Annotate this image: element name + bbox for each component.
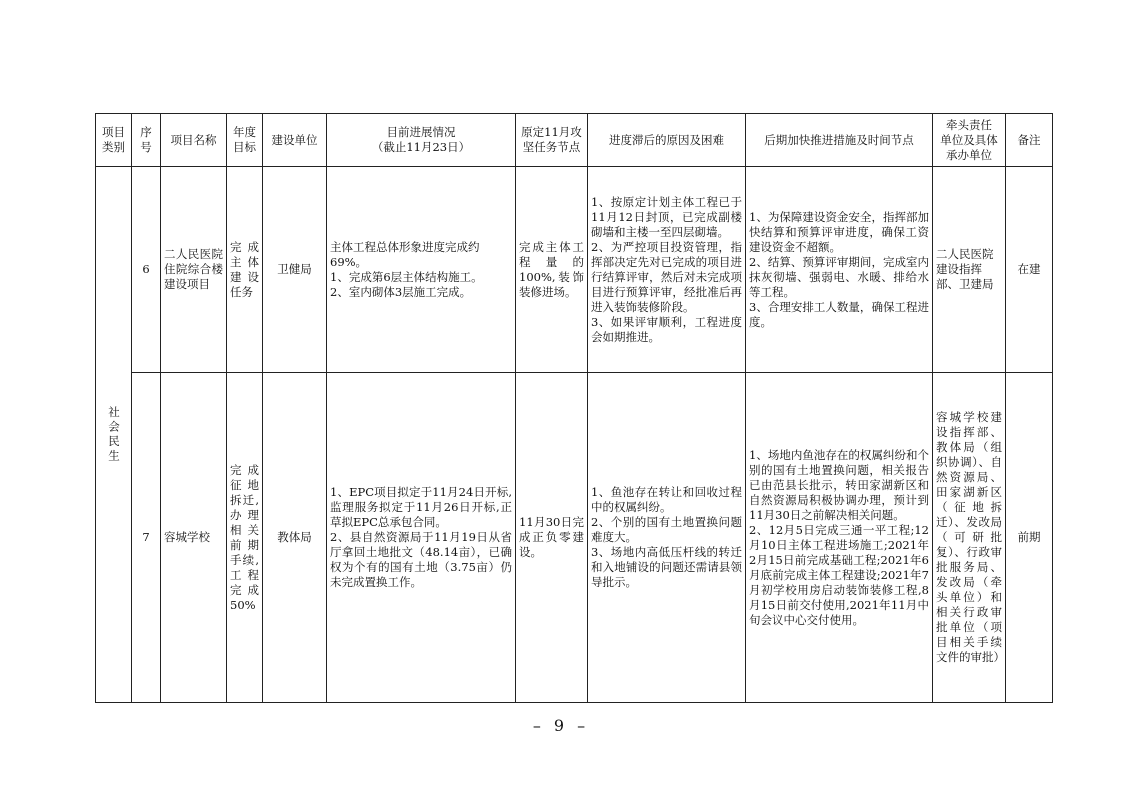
row-reason: 1、按原定计划主体工程已于11月12日封顶，已完成副楼砌墙和主楼一至四层砌墙。 2、为严控项目投资管理，指挥部决定先对已完成的项目进行结算评审，然后对未完成项目进行预算评审，经批准后再进入装饰装修阶段。 3、如果评审顺利，工程进度会如期推进。	[588, 167, 746, 373]
row-progress: 主体工程总体形象进度完成约69%。 1、完成第6层主体结构施工。 2、室内砌体3层施工完成。	[327, 167, 516, 373]
header-goal: 年度 目标	[227, 114, 263, 167]
header-node: 原定11月攻 坚任务节点	[516, 114, 588, 167]
row-remark: 前期	[1006, 373, 1053, 703]
header-reason: 进度滞后的原因及困难	[588, 114, 746, 167]
page-number: – 9 –	[532, 716, 590, 735]
row-node: 完成主体工程量的100%,装饰装修进场。	[516, 167, 588, 373]
row-reason: 1、鱼池存在转让和回收过程中的权属纠纷。 2、个别的国有土地置换问题难度大。 3、场地内高低压杆线的转迁和入地铺设的问题还需请县领导批示。	[588, 373, 746, 703]
row-goal: 完成征地拆迁,办理相关前期手续,工程完成50%	[227, 373, 263, 703]
header-row	[96, 114, 1053, 167]
row-lead: 二人民医院建设指挥部、卫建局	[933, 167, 1006, 373]
row-progress: 1、EPC项目拟定于11月24日开标,监理服务拟定于11月26日开标,正草拟EPC总承包合同。 2、县自然资源局于11月19日从省厅拿回土地批文（48.14亩），已确权为个有的国有土地（3.75亩）仍未完成置换工作。	[327, 373, 516, 703]
row-measures: 1、为保障建设资金安全，指挥部加快结算和预算评审进度，确保工资建设资金不超额。 2、结算、预算评审期间，完成室内抹灰彻墙、强弱电、水暖、排给水等工程。 3、合理安排工人数量，确保工程进度。	[746, 167, 933, 373]
header-category: 项目 类别	[96, 114, 132, 167]
table-row	[96, 167, 1053, 373]
header-remark: 备注	[1006, 114, 1053, 167]
header-lead: 牵头责任 单位及具体 承办单位	[933, 114, 1006, 167]
project-progress-table	[95, 113, 1053, 703]
row-seq: 6	[132, 167, 161, 373]
row-name: 二人民医院住院综合楼建设项目	[161, 167, 227, 373]
row-measures: 1、场地内鱼池存在的权属纠纷和个别的国有土地置换问题，相关报告已由范县长批示，转田家湖新区和自然资源局积极协调办理，预计到11月30日之前解决相关问题。 2、12月5日完成三通一平工程;12月10日主体工程进场施工;2021年2月15日前完成基础工程;2021年6月底前完成主体工程建设;2021年7月初学校用房启动装饰装修工程,8月15日前交付使用,2021年11月中旬会议中心交付使用。	[746, 373, 933, 703]
row-seq: 7	[132, 373, 161, 703]
row-unit: 教体局	[263, 373, 327, 703]
header-name: 项目名称	[161, 114, 227, 167]
header-progress: 目前进展情况 （截止11月23日）	[327, 114, 516, 167]
row-node: 11月30日完成正负零建设。	[516, 373, 588, 703]
header-seq: 序 号	[132, 114, 161, 167]
row-name: 容城学校	[161, 373, 227, 703]
category-cell	[96, 167, 132, 703]
category-label: 社会民生	[107, 405, 121, 464]
row-unit: 卫健局	[263, 167, 327, 373]
header-measures: 后期加快推进措施及时间节点	[746, 114, 933, 167]
table-row	[96, 373, 1053, 703]
row-goal: 完成主体建设任务	[227, 167, 263, 373]
row-remark: 在建	[1006, 167, 1053, 373]
row-lead: 容城学校建设指挥部、教体局（组织协调）、自然资源局、田家湖新区（征地拆迁）、发改局（可研批复）、行政审批服务局、发改局（牵头单位）和相关行政审批单位（项目相关手续文件的审批）	[933, 373, 1006, 703]
header-unit: 建设单位	[263, 114, 327, 167]
